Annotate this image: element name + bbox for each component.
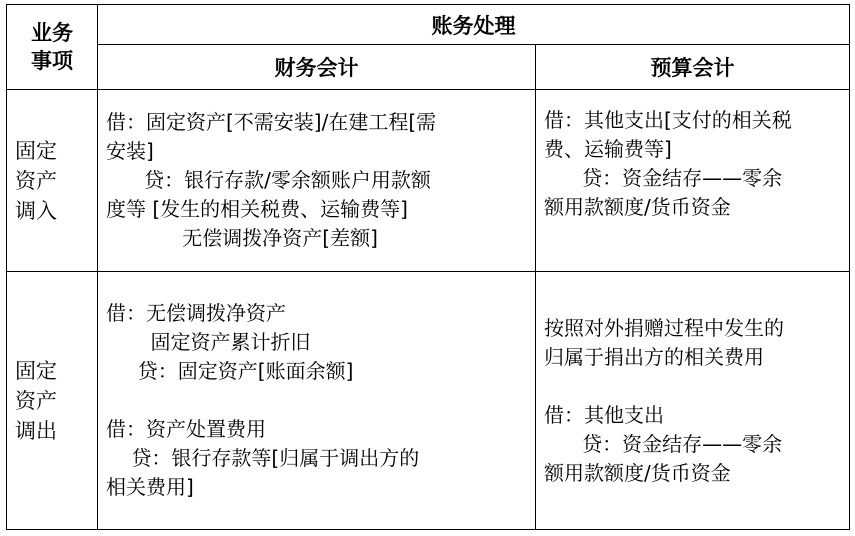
entry-line: 额用款额度/货币资金 — [544, 460, 731, 485]
financial-entry-transfer-out — [98, 272, 536, 530]
header-business-item-line1: 业务 — [31, 21, 73, 45]
entry-line: 贷：资金结存——零余 — [544, 166, 783, 190]
entry-line: 贷：银行存款等[归属于调出方的 — [106, 446, 420, 470]
row-label-line: 固定 — [15, 358, 57, 383]
budget-entry-transfer-out — [536, 272, 850, 530]
row-label-transfer-in — [7, 90, 98, 272]
row-label-line: 资产 — [15, 168, 57, 193]
row-label-line: 资产 — [15, 388, 57, 413]
entry-line: 归属于捐出方的相关费用 — [544, 344, 764, 369]
row-label-line: 调出 — [15, 418, 57, 443]
entry-line: 无偿调拨净资产[差额] — [106, 226, 378, 250]
table-row-asset-transfer-in — [7, 90, 850, 272]
blank-line — [544, 372, 841, 401]
financial-entry-transfer-in — [98, 90, 536, 272]
entry-line: 借：无偿调拨净资产 — [106, 301, 286, 325]
entry-line: 安装] — [106, 139, 154, 163]
entry-line: 借：资产处置费用 — [106, 417, 266, 441]
entry-line: 借：其他支出[支付的相关税 — [544, 108, 792, 132]
entry-line: 按照对外捐赠过程中发生的 — [544, 315, 784, 340]
entry-line: 贷：银行存款/零余额账户用款额 — [106, 168, 431, 192]
blank-line — [106, 386, 527, 415]
row-label-transfer-out — [7, 272, 98, 530]
header-business-item-line2: 事项 — [31, 49, 73, 73]
budget-entry-transfer-in — [536, 90, 850, 272]
entry-line: 额用款额度/货币资金 — [544, 195, 731, 219]
header-accounting-treatment: 账务处理 — [98, 5, 850, 45]
entry-line: 费、运输费等] — [544, 137, 672, 161]
accounting-treatment-table — [6, 4, 850, 530]
entry-line: 贷：固定资产[账面余额] — [106, 359, 354, 383]
header-budget-accounting: 预算会计 — [536, 45, 850, 90]
entry-line: 固定资产累计折旧 — [106, 330, 311, 354]
header-financial-accounting: 财务会计 — [98, 45, 536, 90]
table-row-asset-transfer-out — [7, 272, 850, 530]
row-label-line: 固定 — [15, 138, 57, 163]
entry-line: 借：固定资产[不需安装]/在建工程[需 — [106, 110, 437, 134]
entry-line: 借：其他支出 — [544, 402, 664, 427]
entry-line: 贷：资金结存——零余 — [544, 431, 783, 456]
entry-line: 相关费用] — [106, 475, 194, 499]
entry-line: 度等 [发生的相关税费、运输费等] — [106, 197, 408, 221]
row-label-line: 调入 — [15, 198, 57, 223]
header-business-item — [7, 5, 98, 90]
